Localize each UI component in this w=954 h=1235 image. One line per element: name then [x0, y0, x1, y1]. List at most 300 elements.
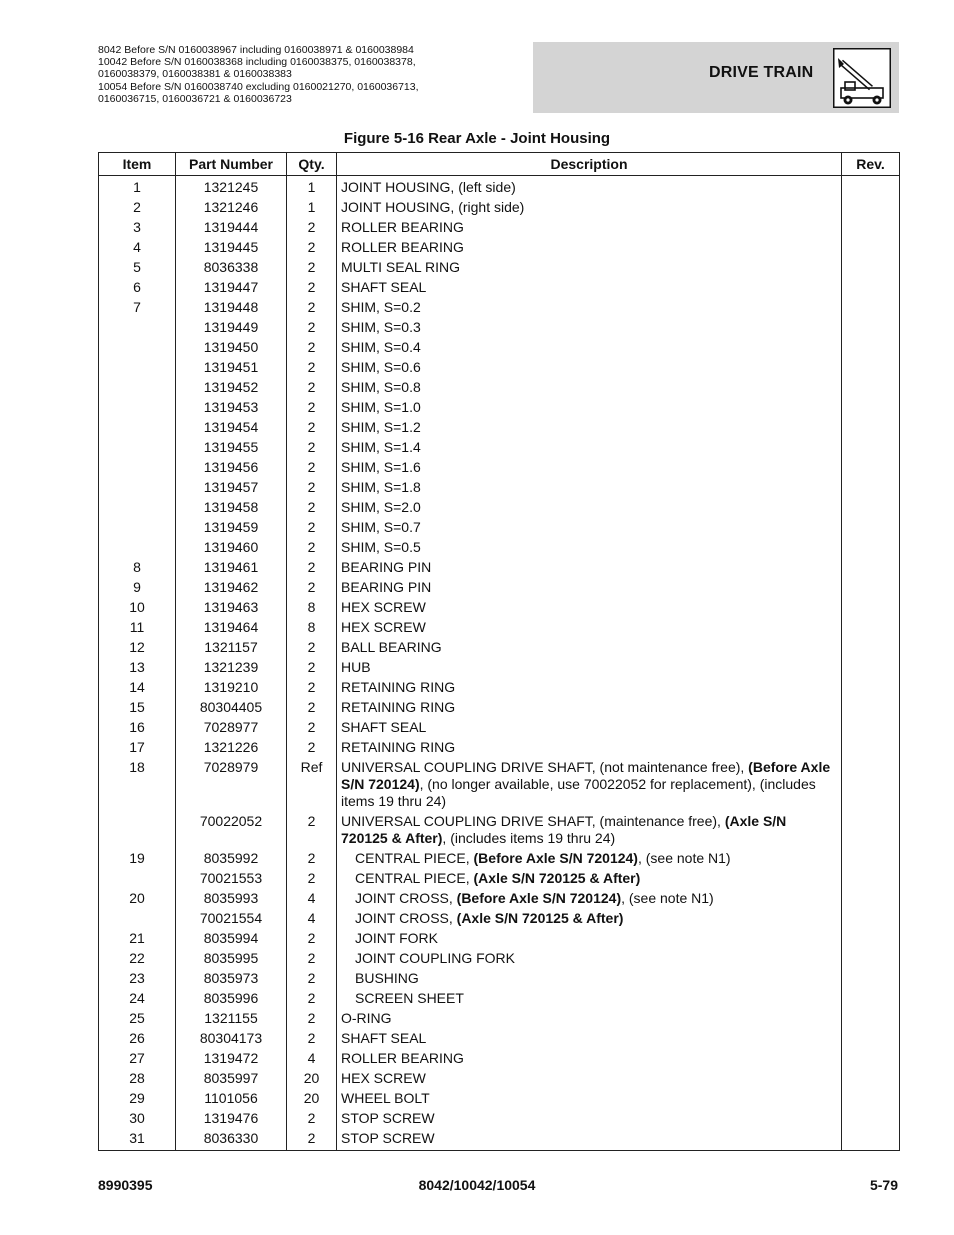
description-text: HUB — [341, 659, 371, 675]
part-number-cell: 1319464 — [176, 618, 287, 638]
description-text: (Axle S/N 720125 & After) — [341, 813, 787, 846]
qty-cell: 2 — [287, 458, 337, 478]
table-row — [99, 598, 900, 618]
rev-cell — [842, 338, 900, 358]
rev-cell — [842, 909, 900, 929]
description-text: , (see note N1) — [621, 890, 714, 906]
description-cell — [337, 638, 842, 658]
qty-cell: 2 — [287, 258, 337, 278]
qty-cell: 2 — [287, 869, 337, 889]
qty-cell: 2 — [287, 418, 337, 438]
qty-cell: 8 — [287, 598, 337, 618]
description-cell — [337, 889, 842, 909]
applicability-line: 0160038379, 0160038381 & 0160038383 — [98, 68, 292, 81]
rev-cell — [842, 1049, 900, 1069]
description-text: SHAFT SEAL — [341, 1030, 427, 1046]
rev-cell — [842, 929, 900, 949]
item-cell: 3 — [99, 218, 176, 238]
qty-cell: 2 — [287, 969, 337, 989]
description-text: HEX SCREW — [341, 599, 426, 615]
qty-cell: 2 — [287, 1109, 337, 1129]
item-cell: 20 — [99, 889, 176, 909]
part-number-cell: 1319454 — [176, 418, 287, 438]
qty-cell: 2 — [287, 218, 337, 238]
description-cell — [337, 598, 842, 618]
parts-table — [98, 152, 900, 1151]
table-row — [99, 812, 900, 849]
column-header-item: Item — [99, 153, 176, 176]
table-row — [99, 949, 900, 969]
table-row — [99, 578, 900, 598]
qty-cell: 2 — [287, 398, 337, 418]
rev-cell — [842, 598, 900, 618]
description-text: (Before Axle S/N 720124) — [456, 890, 622, 906]
qty-cell: 2 — [287, 949, 337, 969]
item-cell — [99, 378, 176, 398]
description-cell — [337, 278, 842, 298]
description-cell — [337, 318, 842, 338]
table-row — [99, 238, 900, 258]
qty-cell: 2 — [287, 238, 337, 258]
table-row — [99, 889, 900, 909]
rev-cell — [842, 638, 900, 658]
description-cell — [337, 176, 842, 199]
rev-cell — [842, 298, 900, 318]
table-row — [99, 678, 900, 698]
table-row — [99, 758, 900, 812]
table-row — [99, 1029, 900, 1049]
part-number-cell: 1319456 — [176, 458, 287, 478]
description-cell — [337, 718, 842, 738]
description-cell — [337, 618, 842, 638]
qty-cell: 2 — [287, 1009, 337, 1029]
description-cell — [337, 538, 842, 558]
rev-cell — [842, 949, 900, 969]
part-number-cell: 1319450 — [176, 338, 287, 358]
description-cell — [337, 518, 842, 538]
description-cell — [337, 338, 842, 358]
description-text: JOINT HOUSING, (right side) — [341, 199, 525, 215]
table-row — [99, 478, 900, 498]
description-text: JOINT HOUSING, (left side) — [341, 179, 516, 195]
description-text: JOINT CROSS, — [355, 890, 457, 906]
description-cell — [337, 298, 842, 318]
rev-cell — [842, 176, 900, 199]
rev-cell — [842, 718, 900, 738]
rev-cell — [842, 478, 900, 498]
table-row — [99, 458, 900, 478]
part-number-cell: 8035995 — [176, 949, 287, 969]
table-row — [99, 869, 900, 889]
description-text: HEX SCREW — [341, 619, 426, 635]
rev-cell — [842, 698, 900, 718]
qty-cell: 2 — [287, 1129, 337, 1151]
description-text: BEARING PIN — [341, 559, 432, 575]
part-number-cell: 1319460 — [176, 538, 287, 558]
description-cell — [337, 678, 842, 698]
item-cell — [99, 498, 176, 518]
description-cell — [337, 929, 842, 949]
table-row — [99, 558, 900, 578]
rev-cell — [842, 889, 900, 909]
item-cell: 13 — [99, 658, 176, 678]
part-number-cell: 8036338 — [176, 258, 287, 278]
part-number-cell: 1321157 — [176, 638, 287, 658]
description-text: SHIM, S=0.7 — [341, 519, 421, 535]
rev-cell — [842, 658, 900, 678]
rev-cell — [842, 358, 900, 378]
rev-cell — [842, 1109, 900, 1129]
description-text: SHAFT SEAL — [341, 719, 427, 735]
description-text: SHIM, S=1.0 — [341, 399, 421, 415]
table-row — [99, 318, 900, 338]
rev-cell — [842, 1029, 900, 1049]
description-cell — [337, 969, 842, 989]
qty-cell: 2 — [287, 498, 337, 518]
qty-cell: 2 — [287, 518, 337, 538]
rev-cell — [842, 869, 900, 889]
item-cell — [99, 338, 176, 358]
item-cell: 11 — [99, 618, 176, 638]
qty-cell: 2 — [287, 698, 337, 718]
table-row — [99, 738, 900, 758]
qty-cell: 1 — [287, 198, 337, 218]
item-cell: 1 — [99, 176, 176, 199]
item-cell — [99, 869, 176, 889]
description-text: SCREEN SHEET — [355, 990, 464, 1006]
table-row — [99, 1049, 900, 1069]
section-header — [533, 42, 899, 113]
table-row — [99, 1009, 900, 1029]
rev-cell — [842, 398, 900, 418]
qty-cell: 2 — [287, 438, 337, 458]
rev-cell — [842, 538, 900, 558]
description-text: , (see note N1) — [637, 850, 731, 866]
item-cell: 24 — [99, 989, 176, 1009]
rev-cell — [842, 969, 900, 989]
description-cell — [337, 478, 842, 498]
table-row — [99, 1089, 900, 1109]
part-number-cell: 8035993 — [176, 889, 287, 909]
description-text: SHIM, S=2.0 — [341, 499, 421, 515]
item-cell — [99, 478, 176, 498]
table-row — [99, 718, 900, 738]
part-number-cell: 1319461 — [176, 558, 287, 578]
rev-cell — [842, 518, 900, 538]
description-text: SHIM, S=1.8 — [341, 479, 421, 495]
description-text: BALL BEARING — [341, 639, 442, 655]
part-number-cell: 1319452 — [176, 378, 287, 398]
part-number-cell: 7028979 — [176, 758, 287, 812]
table-row — [99, 358, 900, 378]
qty-cell: 2 — [287, 738, 337, 758]
description-text: , (includes items 19 thru 24) — [442, 830, 616, 846]
table-body — [99, 176, 900, 1151]
applicability-line: 0160036715, 0160036721 & 0160036723 — [98, 92, 292, 105]
item-cell: 14 — [99, 678, 176, 698]
item-cell: 10 — [99, 598, 176, 618]
page-number: 5-79 — [869, 1177, 898, 1193]
table-row — [99, 518, 900, 538]
description-text: ROLLER BEARING — [341, 1050, 464, 1066]
qty-cell: 2 — [287, 678, 337, 698]
description-text: SHIM, S=0.5 — [341, 539, 421, 555]
description-text: (Before Axle S/N 720124) — [473, 850, 638, 866]
part-number-cell: 1319455 — [176, 438, 287, 458]
table-row — [99, 398, 900, 418]
description-text: JOINT FORK — [355, 930, 438, 946]
table-row — [99, 298, 900, 318]
qty-cell: 20 — [287, 1089, 337, 1109]
applicability-text — [98, 44, 518, 105]
item-cell: 2 — [99, 198, 176, 218]
table-row — [99, 929, 900, 949]
part-number-cell: 1321155 — [176, 1009, 287, 1029]
description-text: SHIM, S=1.2 — [341, 419, 421, 435]
part-number-cell: 7028977 — [176, 718, 287, 738]
rev-cell — [842, 378, 900, 398]
description-cell — [337, 1109, 842, 1129]
qty-cell: 8 — [287, 618, 337, 638]
table-row — [99, 1129, 900, 1151]
description-text: SHIM, S=1.6 — [341, 459, 421, 475]
description-cell — [337, 578, 842, 598]
description-text: BUSHING — [355, 970, 419, 986]
part-number-cell: 1319459 — [176, 518, 287, 538]
item-cell: 25 — [99, 1009, 176, 1029]
table-row — [99, 969, 900, 989]
description-cell — [337, 698, 842, 718]
description-cell — [337, 258, 842, 278]
rev-cell — [842, 418, 900, 438]
rev-cell — [842, 318, 900, 338]
table-row — [99, 338, 900, 358]
rev-cell — [842, 849, 900, 869]
part-number-cell: 70021554 — [176, 909, 287, 929]
rev-cell — [842, 438, 900, 458]
item-cell: 5 — [99, 258, 176, 278]
item-cell — [99, 318, 176, 338]
table-row — [99, 909, 900, 929]
description-cell — [337, 238, 842, 258]
description-text: UNIVERSAL COUPLING DRIVE SHAFT, (maintenance free), — [341, 813, 725, 829]
table-row — [99, 378, 900, 398]
part-number-cell: 8035997 — [176, 1069, 287, 1089]
description-cell — [337, 458, 842, 478]
rev-cell — [842, 989, 900, 1009]
part-number-cell: 1321226 — [176, 738, 287, 758]
part-number-cell: 1319457 — [176, 478, 287, 498]
doc-number: 8990395 — [98, 1177, 153, 1193]
item-cell: 23 — [99, 969, 176, 989]
qty-cell: 1 — [287, 176, 337, 199]
figure-title: Figure 5-16 Rear Axle - Joint Housing — [343, 130, 611, 147]
item-cell — [99, 438, 176, 458]
qty-cell: Ref — [287, 758, 337, 812]
description-cell — [337, 1009, 842, 1029]
description-text: SHIM, S=0.8 — [341, 379, 421, 395]
description-text: (Axle S/N 720125 & After) — [473, 870, 641, 886]
description-text: O-RING — [341, 1010, 392, 1026]
table-row — [99, 989, 900, 1009]
description-cell — [337, 909, 842, 929]
item-cell — [99, 418, 176, 438]
description-cell — [337, 1129, 842, 1151]
table-row — [99, 1109, 900, 1129]
table-row — [99, 198, 900, 218]
part-number-cell: 8035996 — [176, 989, 287, 1009]
part-number-cell: 1319458 — [176, 498, 287, 518]
qty-cell: 2 — [287, 989, 337, 1009]
item-cell: 22 — [99, 949, 176, 969]
rev-cell — [842, 258, 900, 278]
table-row — [99, 418, 900, 438]
section-title: DRIVE TRAIN — [709, 64, 814, 81]
description-text: SHIM, S=0.3 — [341, 319, 421, 335]
description-text: SHIM, S=1.4 — [341, 439, 421, 455]
description-cell — [337, 989, 842, 1009]
item-cell: 31 — [99, 1129, 176, 1151]
description-cell — [337, 418, 842, 438]
rev-cell — [842, 1069, 900, 1089]
description-cell — [337, 812, 842, 849]
part-number-cell: 1319445 — [176, 238, 287, 258]
qty-cell: 2 — [287, 1029, 337, 1049]
item-cell: 9 — [99, 578, 176, 598]
description-cell — [337, 198, 842, 218]
description-text: SHIM, S=0.4 — [341, 339, 421, 355]
rev-cell — [842, 758, 900, 812]
table-row — [99, 618, 900, 638]
description-cell — [337, 558, 842, 578]
description-text: , (no longer available, use 70022052 for replacement), (includes items 19 thru 24) — [341, 776, 816, 809]
qty-cell: 2 — [287, 378, 337, 398]
part-number-cell: 80304173 — [176, 1029, 287, 1049]
qty-cell: 2 — [287, 849, 337, 869]
column-header-description: Description — [337, 153, 842, 176]
description-text: ROLLER BEARING — [341, 239, 464, 255]
table-row — [99, 218, 900, 238]
rev-cell — [842, 678, 900, 698]
table-header-row — [99, 153, 900, 176]
table-row — [99, 698, 900, 718]
item-cell: 4 — [99, 238, 176, 258]
description-cell — [337, 949, 842, 969]
rev-cell — [842, 1089, 900, 1109]
part-number-cell: 1319462 — [176, 578, 287, 598]
description-text: (Before Axle S/N 720124) — [341, 759, 831, 792]
models: 8042/10042/10054 — [418, 1177, 536, 1193]
qty-cell: 2 — [287, 812, 337, 849]
rev-cell — [842, 578, 900, 598]
rev-cell — [842, 238, 900, 258]
item-cell: 28 — [99, 1069, 176, 1089]
qty-cell: 2 — [287, 718, 337, 738]
qty-cell: 2 — [287, 278, 337, 298]
qty-cell: 20 — [287, 1069, 337, 1089]
part-number-cell: 1319444 — [176, 218, 287, 238]
item-cell — [99, 358, 176, 378]
item-cell: 6 — [99, 278, 176, 298]
description-text: MULTI SEAL RING — [341, 259, 461, 275]
part-number-cell: 8035994 — [176, 929, 287, 949]
item-cell: 19 — [99, 849, 176, 869]
item-cell: 16 — [99, 718, 176, 738]
item-cell — [99, 458, 176, 478]
item-cell: 17 — [99, 738, 176, 758]
qty-cell: 4 — [287, 889, 337, 909]
qty-cell: 2 — [287, 658, 337, 678]
rev-cell — [842, 278, 900, 298]
rev-cell — [842, 458, 900, 478]
item-cell: 8 — [99, 558, 176, 578]
part-number-cell: 1101056 — [176, 1089, 287, 1109]
item-cell: 7 — [99, 298, 176, 318]
description-text: RETAINING RING — [341, 699, 456, 715]
item-cell — [99, 909, 176, 929]
qty-cell: 2 — [287, 558, 337, 578]
table-row — [99, 538, 900, 558]
qty-cell: 4 — [287, 1049, 337, 1069]
column-header-rev: Rev. — [842, 153, 900, 176]
description-text: RETAINING RING — [341, 739, 456, 755]
part-number-cell: 1319448 — [176, 298, 287, 318]
qty-cell: 2 — [287, 358, 337, 378]
description-cell — [337, 738, 842, 758]
applicability-line: 10042 Before S/N 0160038368 including 0160038375, 0160038378, — [98, 56, 416, 69]
rev-cell — [842, 738, 900, 758]
description-cell — [337, 758, 842, 812]
description-cell — [337, 218, 842, 238]
description-text: STOP SCREW — [341, 1130, 435, 1146]
description-cell — [337, 438, 842, 458]
item-cell: 26 — [99, 1029, 176, 1049]
part-number-cell: 1319449 — [176, 318, 287, 338]
part-number-cell: 70022052 — [176, 812, 287, 849]
part-number-cell: 1319472 — [176, 1049, 287, 1069]
description-text: (Axle S/N 720125 & After) — [456, 910, 624, 926]
table-row — [99, 176, 900, 199]
description-cell — [337, 849, 842, 869]
qty-cell: 2 — [287, 578, 337, 598]
description-cell — [337, 1069, 842, 1089]
description-cell — [337, 398, 842, 418]
item-cell: 27 — [99, 1049, 176, 1069]
description-text: SHAFT SEAL — [341, 279, 427, 295]
qty-cell: 2 — [287, 538, 337, 558]
table-row — [99, 658, 900, 678]
description-text: CENTRAL PIECE, — [355, 870, 474, 886]
qty-cell: 4 — [287, 909, 337, 929]
description-cell — [337, 869, 842, 889]
table-row — [99, 278, 900, 298]
table-row — [99, 438, 900, 458]
item-cell — [99, 518, 176, 538]
qty-cell: 2 — [287, 478, 337, 498]
rev-cell — [842, 218, 900, 238]
table-row — [99, 638, 900, 658]
part-number-cell: 1319451 — [176, 358, 287, 378]
qty-cell: 2 — [287, 929, 337, 949]
description-cell — [337, 1029, 842, 1049]
qty-cell: 2 — [287, 318, 337, 338]
description-text: JOINT CROSS, — [355, 910, 457, 926]
description-text: BEARING PIN — [341, 579, 432, 595]
part-number-cell: 8036330 — [176, 1129, 287, 1151]
description-text: SHIM, S=0.2 — [341, 299, 421, 315]
applicability-line: 8042 Before S/N 0160038967 including 0160038971 & 0160038984 — [98, 44, 414, 56]
rev-cell — [842, 1129, 900, 1151]
